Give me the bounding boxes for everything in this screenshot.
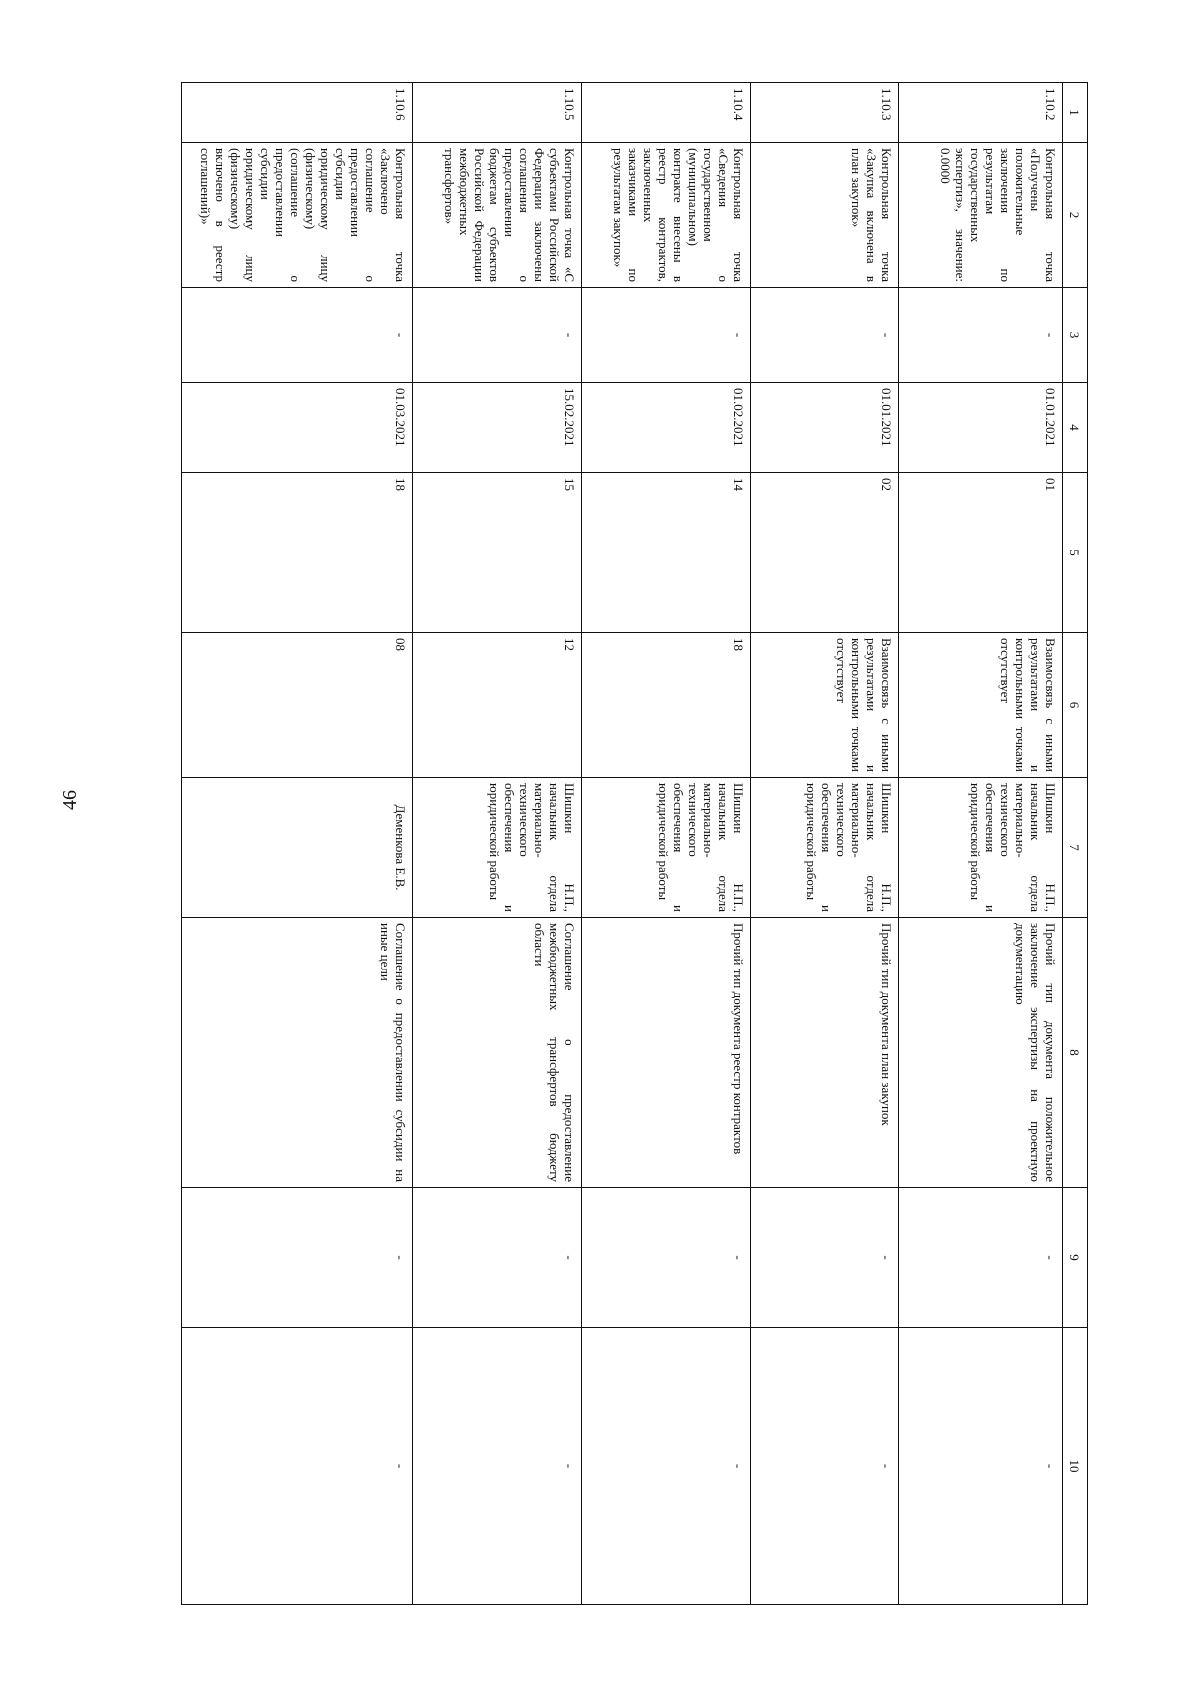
row-name: Контрольная точка «С субъектами Российской Федерации заключены соглашения о предоставлении бюджетам субъектов Российской Федерации межбюджетных трансфертов» — [413, 143, 582, 288]
row-responsible: Деменкова Е.В. — [182, 778, 413, 918]
row-col10: - — [751, 1328, 899, 1605]
row-relation: 18 — [582, 633, 751, 778]
row-col9: - — [751, 1188, 899, 1328]
row-document: Соглашение о предоставлении субсидии на иные цели — [182, 918, 413, 1188]
row-col9: - — [582, 1188, 751, 1328]
column-header: 2 — [1063, 143, 1088, 288]
row-document: Прочий тип документа реестр контрактов — [582, 918, 751, 1188]
row-col10: - — [413, 1328, 582, 1605]
row-col10: - — [182, 1328, 413, 1605]
row-col3: - — [582, 288, 751, 383]
row-name: Контрольная точка «Заключено соглашение о предоставлении субсидии юридическому лицу (физическому) (соглашение о предоставлении субсидии юридическому лицу (физическому) включено в реестр соглашений)» — [182, 143, 413, 288]
row-id: 1.10.2 — [899, 83, 1063, 143]
row-id: 1.10.5 — [413, 83, 582, 143]
table-row — [413, 83, 582, 1605]
table-row — [582, 83, 751, 1605]
row-col10: - — [899, 1328, 1063, 1605]
row-date: 01.02.2021 — [582, 383, 751, 473]
row-date: 15.02.2021 — [413, 383, 582, 473]
table-row — [182, 83, 413, 1605]
column-header: 4 — [1063, 383, 1088, 473]
row-col9: - — [899, 1188, 1063, 1328]
column-header: 7 — [1063, 778, 1088, 918]
row-name: Контрольная точка «Закупка включена в план закупок» — [751, 143, 899, 288]
row-col10: - — [582, 1328, 751, 1605]
row-date: 01.01.2021 — [899, 383, 1063, 473]
row-relation: Взаимосвязь с иными результатами и контрольными точками отсутствует — [751, 633, 899, 778]
row-responsible: Шишкин Н.П., начальник отдела материально-технического обеспечения и юридической работы — [582, 778, 751, 918]
row-document: Прочий тип документа план закупок — [751, 918, 899, 1188]
column-header: 8 — [1063, 918, 1088, 1188]
table-header-row — [1063, 83, 1088, 1605]
row-relation: Взаимосвязь с иными результатами и контрольными точками отсутствует — [899, 633, 1063, 778]
control-points-table — [181, 82, 1088, 1605]
row-date: 01.01.2021 — [751, 383, 899, 473]
table-row — [751, 83, 899, 1605]
row-relation: 08 — [182, 633, 413, 778]
column-header: 9 — [1063, 1188, 1088, 1328]
column-header: 3 — [1063, 288, 1088, 383]
row-col3: - — [413, 288, 582, 383]
column-header: 1 — [1063, 83, 1088, 143]
row-date: 01.03.2021 — [182, 383, 413, 473]
row-col5: 15 — [413, 473, 582, 633]
row-col3: - — [182, 288, 413, 383]
row-id: 1.10.4 — [582, 83, 751, 143]
row-id: 1.10.3 — [751, 83, 899, 143]
column-header: 5 — [1063, 473, 1088, 633]
row-col3: - — [751, 288, 899, 383]
row-id: 1.10.6 — [182, 83, 413, 143]
row-col5: 14 — [582, 473, 751, 633]
row-col5: 02 — [751, 473, 899, 633]
row-name: Контрольная точка «Получены положительные заключения по результатам государственных экспертиз», значение: 0.0000 — [899, 143, 1063, 288]
row-responsible: Шишкин Н.П., начальник отдела материально-технического обеспечения и юридической работы — [751, 778, 899, 918]
page-number: 46 — [59, 790, 81, 810]
row-col5: 18 — [182, 473, 413, 633]
row-responsible: Шишкин Н.П., начальник отдела материально-технического обеспечения и юридической работы — [899, 778, 1063, 918]
row-col9: - — [413, 1188, 582, 1328]
row-col3: - — [899, 288, 1063, 383]
column-header: 6 — [1063, 633, 1088, 778]
rotated-table-container — [181, 82, 1088, 1604]
row-document: Прочий тип документа положительное заключение экспертизы на проектную документацию — [899, 918, 1063, 1188]
table-row — [899, 83, 1063, 1605]
row-document: Соглашение о предоставление межбюджетных трансфертов бюджету области — [413, 918, 582, 1188]
row-relation: 12 — [413, 633, 582, 778]
row-name: Контрольная точка «Сведения о государственном (муниципальном) контракте внесены в реестр контрактов, заключенных заказчиками по результатам закупок» — [582, 143, 751, 288]
row-responsible: Шишкин Н.П., начальник отдела материально-технического обеспечения и юридической работы — [413, 778, 582, 918]
row-col9: - — [182, 1188, 413, 1328]
column-header: 10 — [1063, 1328, 1088, 1605]
row-col5: 01 — [899, 473, 1063, 633]
